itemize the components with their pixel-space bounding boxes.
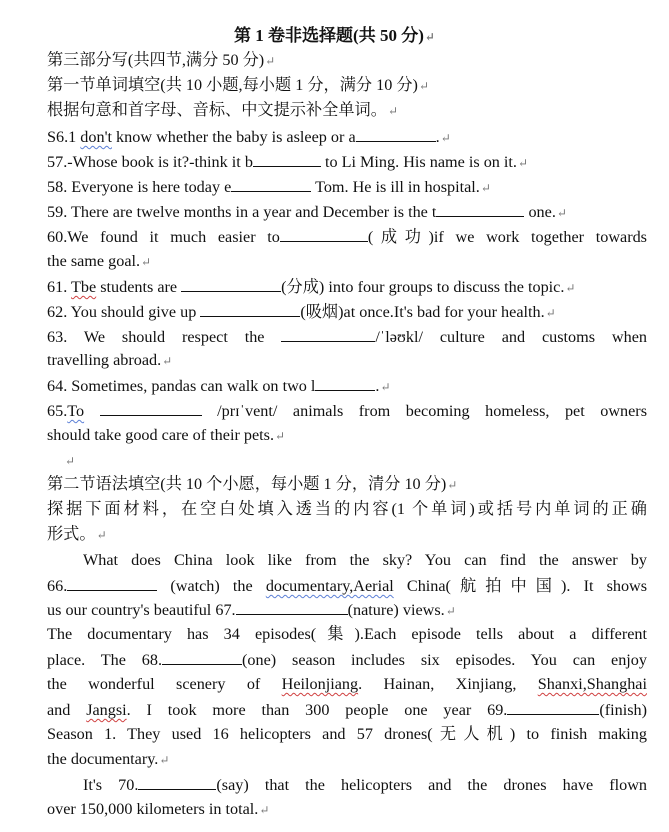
section-two-instructions-cont: 形式。↵ bbox=[47, 525, 107, 543]
answer-blank-70[interactable] bbox=[138, 774, 216, 790]
question-62: 62. You should give up (吸烟)at once.It's bad for your health.↵ bbox=[47, 303, 556, 321]
question-65-cont: should take good care of their pets.↵ bbox=[47, 426, 286, 444]
answer-blank-68[interactable] bbox=[162, 649, 242, 665]
answer-blank[interactable] bbox=[315, 375, 375, 391]
section-two-heading: 第二节语法填空(共 10 个小愿，每小题 1 分，清分 10 分)↵ bbox=[47, 475, 458, 493]
answer-blank[interactable] bbox=[280, 226, 368, 242]
empty-paragraph: ↵ bbox=[65, 454, 76, 468]
section-one-instructions: 根据句意和首字母、音标、中文提示补全单词。↵ bbox=[47, 101, 398, 119]
answer-blank[interactable] bbox=[200, 301, 300, 317]
question-56: S6.1 don't know whether the baby is asleep or a .↵ bbox=[47, 128, 451, 146]
answer-blank[interactable] bbox=[356, 126, 436, 142]
section-one-heading: 第一节单词填空(共 10 小题,每小题 1 分，满分 10 分)↵ bbox=[47, 76, 430, 94]
passage-line-5: place. The 68. (one) season includes six episodes. You can enjoy bbox=[47, 651, 647, 669]
exam-title: 第 1 卷非选择题(共 50 分)↵ bbox=[234, 26, 435, 45]
question-59: 59. There are twelve months in a year and December is the t one.↵ bbox=[47, 203, 567, 221]
passage-line-9: the documentary.↵ bbox=[47, 750, 170, 768]
answer-blank[interactable] bbox=[281, 326, 375, 342]
question-65: 65.To /prɪˈvent/ animals from becoming homeless, pet owners bbox=[47, 402, 648, 420]
passage-line-10: It's 70. (say) that the helicopters and the drones have flown bbox=[83, 776, 647, 794]
passage-line-7: and Jangsi. I took more than 300 people one year 69. (finish) bbox=[47, 701, 647, 719]
question-57: 57.-Whose book is it?-think it b to Li Ming. His name is on it.↵ bbox=[47, 153, 529, 171]
question-60: 60.We found it much easier to (成功)if we work together towards bbox=[47, 228, 647, 246]
question-60-cont: the same goal.↵ bbox=[47, 252, 152, 270]
passage-line-3: us our country's beautiful 67. (nature) views.↵ bbox=[47, 601, 456, 619]
part-three-heading: 第三部分写(共四节,满分 50 分)↵ bbox=[47, 51, 276, 69]
section-two-instructions: 探据下面材料，在空白处填入透当的内容(1 个单词)或括号内单词的正确 bbox=[47, 500, 647, 518]
passage-line-8: Season 1. They used 16 helicopters and 57 drones(无人机) to finish making bbox=[47, 725, 647, 743]
question-63-cont: travelling abroad.↵ bbox=[47, 351, 173, 369]
answer-blank-66[interactable] bbox=[67, 575, 157, 591]
question-63: 63. We should respect the /ˈləʊkl/ culture and customs when bbox=[47, 328, 647, 346]
answer-blank-67[interactable] bbox=[236, 599, 348, 615]
passage-line-11: over 150,000 kilometers in total.↵ bbox=[47, 800, 270, 818]
question-58: 58. Everyone is here today e Tom. He is ill in hospital.↵ bbox=[47, 178, 491, 196]
passage-line-2: 66. (watch) the documentary,Aerial China(航拍中国). It shows bbox=[47, 577, 648, 595]
passage-line-1: What does China look like from the sky? You can find the answer by bbox=[83, 551, 647, 569]
passage-line-4: The documentary has 34 episodes(集).Each episode tells about a different bbox=[47, 625, 647, 643]
answer-blank[interactable] bbox=[181, 276, 281, 292]
answer-blank[interactable] bbox=[100, 400, 202, 416]
answer-blank[interactable] bbox=[253, 151, 321, 167]
answer-blank[interactable] bbox=[436, 201, 524, 217]
answer-blank[interactable] bbox=[231, 176, 311, 192]
question-64: 64. Sometimes, pandas can walk on two l .↵ bbox=[47, 377, 391, 395]
question-61: 61. Tbe students are (分成) into four groups to discuss the topic.↵ bbox=[47, 278, 576, 296]
passage-line-6: the wonderful scenery of Heilonjiang. Hainan, Xinjiang, Shanxi,Shanghai bbox=[47, 675, 647, 693]
answer-blank-69[interactable] bbox=[507, 699, 599, 715]
